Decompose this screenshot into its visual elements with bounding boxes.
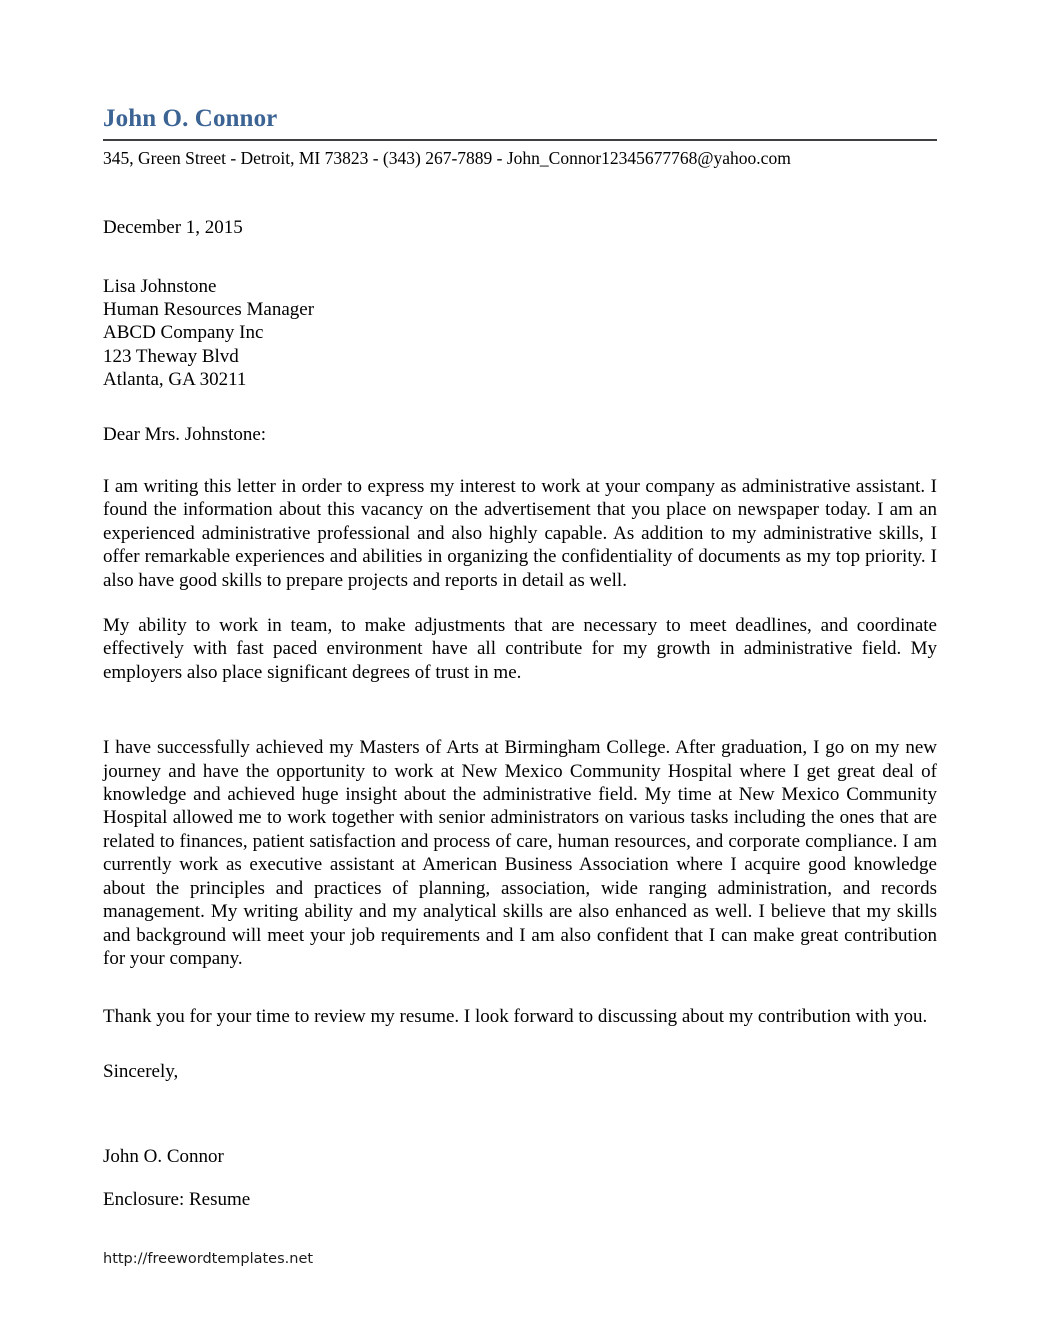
salutation: Dear Mrs. Johnstone: xyxy=(103,424,267,446)
body-paragraph-1: I am writing this letter in order to express my interest to work at your company as administrative assistant. I found the information about this vacancy on the advertisement that you place on newspaper today. I am an experienced administrative professional and also highly capable. As addition to my administrative skills, I offer remarkable experiences and abilities in organizing the confidentiality of documents as my top priority. I also have good skills to prepare projects and reports in detail as well. xyxy=(103,476,937,591)
sender-contact-line: 345, Green Street - Detroit, MI 73823 - (343) 267-7889 - John_Connor12345677768@yahoo.com xyxy=(103,148,791,168)
recipient-title: Human Resources Manager xyxy=(103,299,315,321)
body-paragraph-4: Thank you for your time to review my resume. I look forward to discussing about my contribution with you. xyxy=(103,1006,928,1028)
recipient-name: Lisa Johnstone xyxy=(103,276,217,297)
footer-url-link[interactable]: http://freewordtemplates.net xyxy=(103,1251,314,1267)
letter-date: December 1, 2015 xyxy=(103,217,243,238)
letter-content xyxy=(103,0,937,1211)
recipient-address-block xyxy=(103,239,937,391)
signature-name: John O. Connor xyxy=(103,1145,224,1167)
recipient-city: Atlanta, GA 30211 xyxy=(103,368,247,390)
sender-name-heading: John O. Connor xyxy=(103,105,278,132)
recipient-company: ABCD Company Inc xyxy=(103,322,264,344)
letterhead xyxy=(103,0,937,169)
enclosure-note: Enclosure: Resume xyxy=(103,1188,251,1210)
body-paragraph-2: My ability to work in team, to make adjustments that are necessary to meet deadlines, and coordinate effectively with fast paced environment have all contribute for my growth in administrative field. My employers also place significant degrees of trust in me. xyxy=(103,615,937,683)
body-paragraph-3: I have successfully achieved my Masters of Arts at Birmingham College. After graduation, I go on my new journey and have the opportunity to work at New Mexico Community Hospital where I get great deal of knowledge and achieved huge insight about the administrative field. My time at New Mexico Community Hospital allowed me to work together with senior administrators on various tasks including the ones that are related to finances, patient satisfaction and process of care, human resources, and corporate compliance. I am currently work as executive assistant at American Business Association where I acquire good knowledge about the principles and practices of planning, association, wide ranging administration, and records management. My writing ability and my analytical skills are also enhanced as well. I believe that my skills and background will meet your job requirements and I am also confident that I can make great contribution for your company. xyxy=(103,737,937,969)
page-footer xyxy=(103,1250,937,1268)
closing-salutation: Sincerely, xyxy=(103,1060,179,1082)
recipient-street: 123 Theway Blvd xyxy=(103,345,239,367)
